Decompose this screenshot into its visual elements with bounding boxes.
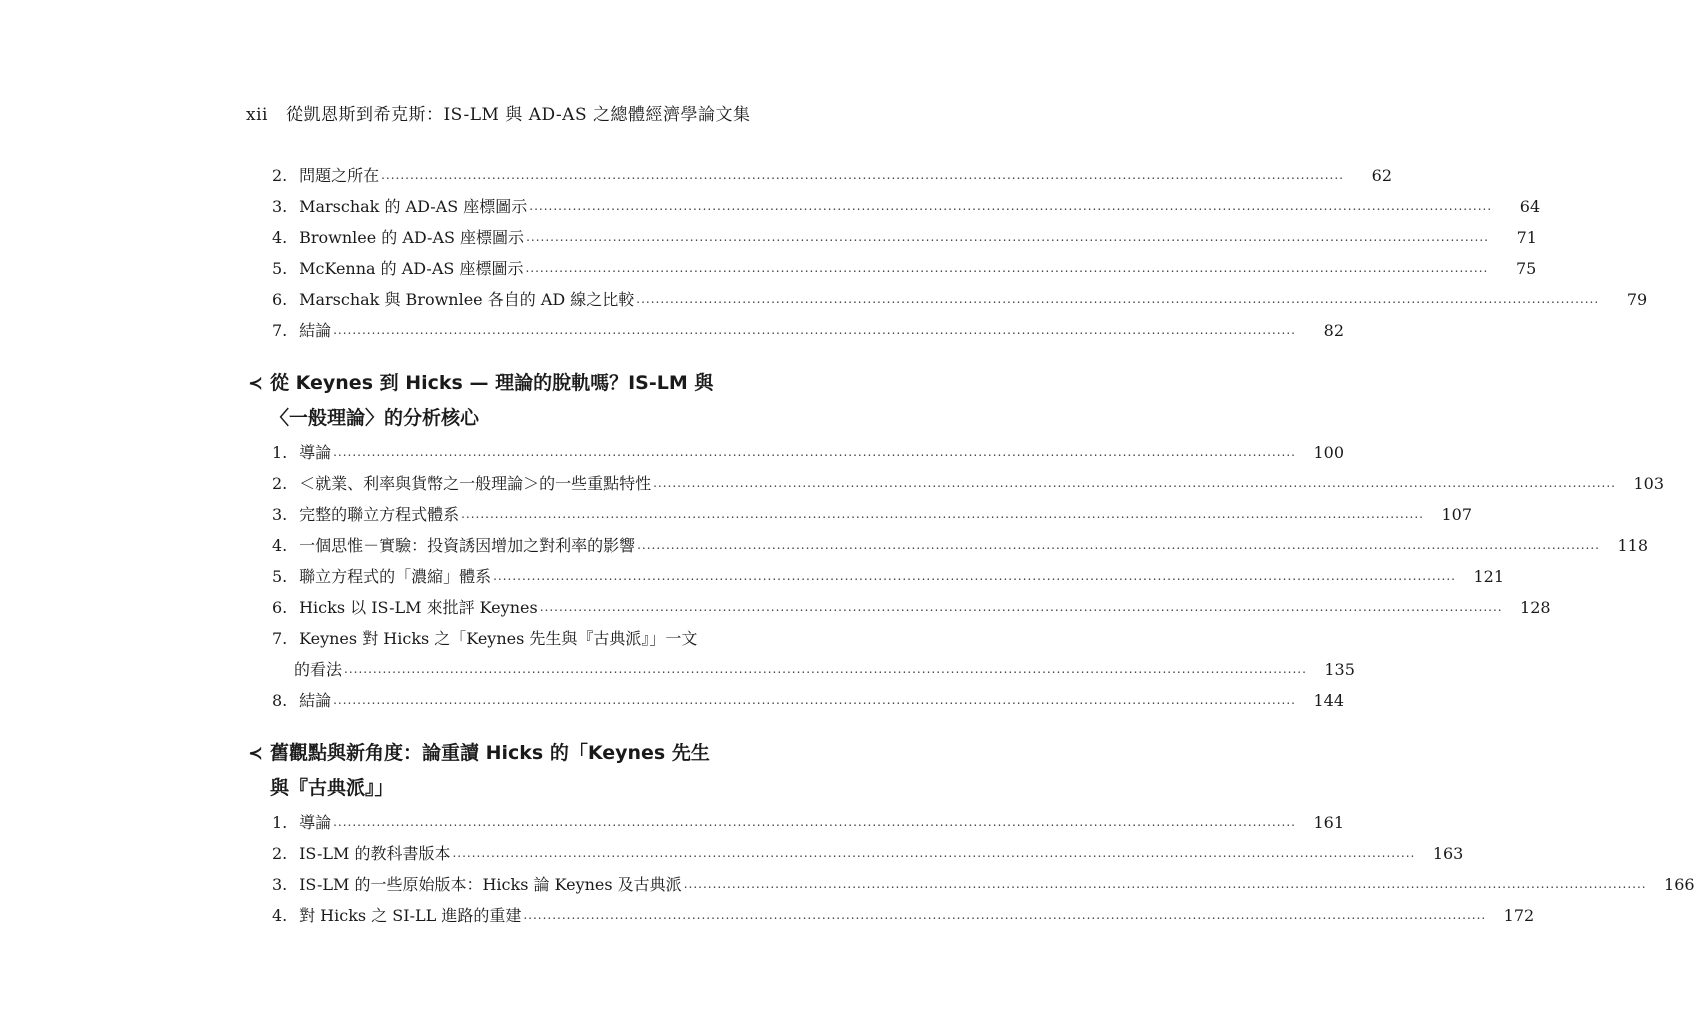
leader-dots: ........................................................................................................................................................................................................ <box>493 569 1456 583</box>
toc-entry[interactable]: 7. 結論 ........................................................................................................................................................................................................ 82 <box>272 315 776 346</box>
toc-entry-continuation[interactable] <box>272 654 1355 685</box>
entry-page: 163 <box>1432 844 1464 863</box>
chapter-marker-icon: ≺ <box>248 743 264 764</box>
leader-dots: ........................................................................................................................................................................................................ <box>526 230 1489 244</box>
toc-entry[interactable]: 2. IS-LM 的教科書版本 ........................................................................................................................................................................................................ 163 <box>272 838 776 869</box>
entry-page: 172 <box>1503 906 1535 925</box>
entry-title: 導論 <box>299 443 332 462</box>
entry-page: 135 <box>1324 660 1355 679</box>
toc-entry[interactable]: 7. Keynes 對 Hicks 之「Keynes 先生與『古典派』」一文 <box>272 629 698 648</box>
entry-title: Marschak 與 Brownlee 各自的 AD 線之比較 <box>299 290 635 309</box>
entry-page: 161 <box>1313 813 1344 832</box>
toc-section-3 <box>272 807 1695 931</box>
toc-entry[interactable]: 3. IS-LM 的一些原始版本：Hicks 論 Keynes 及古典派 ........................................................................................................................................................................................................ 166 <box>272 869 776 900</box>
entry-page: 62 <box>1371 166 1392 185</box>
toc-entry[interactable]: 4. Brownlee 的 AD-AS 座標圖示 ........................................................................................................................................................................................................ 71 <box>272 222 776 253</box>
entry-page: 166 <box>1664 875 1695 894</box>
entry-page: 118 <box>1617 536 1648 555</box>
chapter-title-line2: 與『古典派』」 <box>270 777 394 799</box>
chapter-title-line1: 從 Keynes 到 Hicks — 理論的脫軌嗎？IS-LM 與 <box>270 372 714 394</box>
entry-title: Marschak 的 AD-AS 座標圖示 <box>299 197 528 216</box>
toc-section-1 <box>272 160 1648 346</box>
leader-dots: ........................................................................................................................................................................................................ <box>333 323 1296 337</box>
leader-dots: ........................................................................................................................................................................................................ <box>381 168 1344 182</box>
leader-dots: ........................................................................................................................................................................................................ <box>452 846 1416 860</box>
toc-entry[interactable]: 1. 導論 ........................................................................................................................................................................................................ 161 <box>272 807 776 838</box>
toc-entry[interactable]: 2. 問題之所在 ........................................................................................................................................................................................................ 62 <box>272 160 776 191</box>
toc-entry[interactable]: 5. McKenna 的 AD-AS 座標圖示 ........................................................................................................................................................................................................ 75 <box>272 253 776 284</box>
leader-dots: ........................................................................................................................................................................................................ <box>333 445 1296 459</box>
entry-page: 71 <box>1516 228 1537 247</box>
chapter-title-line1: 舊觀點與新角度：論重讀 Hicks 的「Keynes 先生 <box>270 742 710 764</box>
running-header <box>246 100 751 125</box>
toc-entry[interactable]: 3. 完整的聯立方程式體系 ........................................................................................................................................................................................................ 107 <box>272 499 776 530</box>
toc-entry[interactable]: 4. 對 Hicks 之 SI-LL 進路的重建 ........................................................................................................................................................................................................ 172 <box>272 900 776 931</box>
entry-page: 100 <box>1313 443 1344 462</box>
chapter-heading[interactable] <box>248 366 748 435</box>
entry-page: 128 <box>1520 598 1551 617</box>
chapter-marker-icon: ≺ <box>248 373 264 394</box>
entry-title: Brownlee 的 AD-AS 座標圖示 <box>299 228 525 247</box>
leader-dots: ........................................................................................................................................................................................................ <box>523 908 1487 922</box>
toc-entry[interactable]: 6. Marschak 與 Brownlee 各自的 AD 線之比較 ........................................................................................................................................................................................................ 79 <box>272 284 776 315</box>
entry-page: 82 <box>1323 321 1344 340</box>
entry-title: 問題之所在 <box>299 166 380 185</box>
toc-section-2 <box>272 437 1664 716</box>
entry-title: IS-LM 的教科書版本 <box>299 844 451 863</box>
entry-page: 144 <box>1313 691 1344 710</box>
leader-dots: ........................................................................................................................................................................................................ <box>333 815 1296 829</box>
chapter-title-line2: 〈一般理論〉的分析核心 <box>270 407 480 429</box>
leader-dots: ........................................................................................................................................................................................................ <box>636 292 1600 306</box>
toc-entry[interactable]: 4. 一個思惟－實驗：投資誘因增加之對利率的影響 ........................................................................................................................................................................................................ 118 <box>272 530 776 561</box>
leader-dots: ........................................................................................................................................................................................................ <box>333 693 1296 707</box>
entry-title-cont: 的看法 <box>294 660 343 679</box>
entry-title: Keynes 對 Hicks 之「Keynes 先生與『古典派』」一文 <box>299 629 698 648</box>
entry-title: ＜就業、利率與貨幣之一般理論＞的一些重點特性 <box>299 474 652 493</box>
entry-title: 完整的聯立方程式體系 <box>299 505 460 524</box>
leader-dots: ........................................................................................................................................................................................................ <box>683 877 1647 891</box>
toc-entry[interactable]: 5. 聯立方程式的「濃縮」體系 ........................................................................................................................................................................................................ 121 <box>272 561 776 592</box>
page-number: xii <box>246 105 268 125</box>
entry-page: 64 <box>1519 197 1541 216</box>
leader-dots: ........................................................................................................................................................................................................ <box>539 600 1503 614</box>
leader-dots: ........................................................................................................................................................................................................ <box>344 662 1307 676</box>
entry-title: Hicks 以 IS-LM 來批評 Keynes <box>299 598 538 617</box>
book-title: 從凱恩斯到希克斯：IS-LM 與 AD-AS 之總體經濟學論文集 <box>285 105 751 125</box>
leader-dots: ........................................................................................................................................................................................................ <box>529 199 1493 213</box>
toc-entry[interactable]: 1. 導論 ........................................................................................................................................................................................................ 100 <box>272 437 776 468</box>
entry-title: 結論 <box>299 321 332 340</box>
entry-page: 79 <box>1626 290 1648 309</box>
leader-dots: ........................................................................................................................................................................................................ <box>637 538 1600 552</box>
toc-entry[interactable]: 2. ＜就業、利率與貨幣之一般理論＞的一些重點特性 ........................................................................................................................................................................................................ 103 <box>272 468 776 499</box>
leader-dots: ........................................................................................................................................................................................................ <box>525 261 1489 275</box>
entry-page: 103 <box>1633 474 1664 493</box>
chapter-heading[interactable] <box>248 736 748 805</box>
toc-entry[interactable]: 6. Hicks 以 IS-LM 來批評 Keynes ........................................................................................................................................................................................................ 128 <box>272 592 776 623</box>
entry-title: 對 Hicks 之 SI-LL 進路的重建 <box>299 906 522 925</box>
entry-page: 75 <box>1515 259 1537 278</box>
toc-entry[interactable]: 8. 結論 ........................................................................................................................................................................................................ 144 <box>272 685 776 716</box>
entry-title: 結論 <box>299 691 332 710</box>
entry-page: 121 <box>1473 567 1504 586</box>
entry-title: McKenna 的 AD-AS 座標圖示 <box>299 259 524 278</box>
entry-title: IS-LM 的一些原始版本：Hicks 論 Keynes 及古典派 <box>299 875 682 894</box>
leader-dots: ........................................................................................................................................................................................................ <box>461 507 1424 521</box>
toc-entry[interactable]: 3. Marschak 的 AD-AS 座標圖示 ........................................................................................................................................................................................................ 64 <box>272 191 776 222</box>
entry-page: 107 <box>1441 505 1472 524</box>
entry-title: 導論 <box>299 813 332 832</box>
entry-title: 一個思惟－實驗：投資誘因增加之對利率的影響 <box>299 536 636 555</box>
leader-dots: ........................................................................................................................................................................................................ <box>653 476 1616 490</box>
entry-title: 聯立方程式的「濃縮」體系 <box>299 567 492 586</box>
